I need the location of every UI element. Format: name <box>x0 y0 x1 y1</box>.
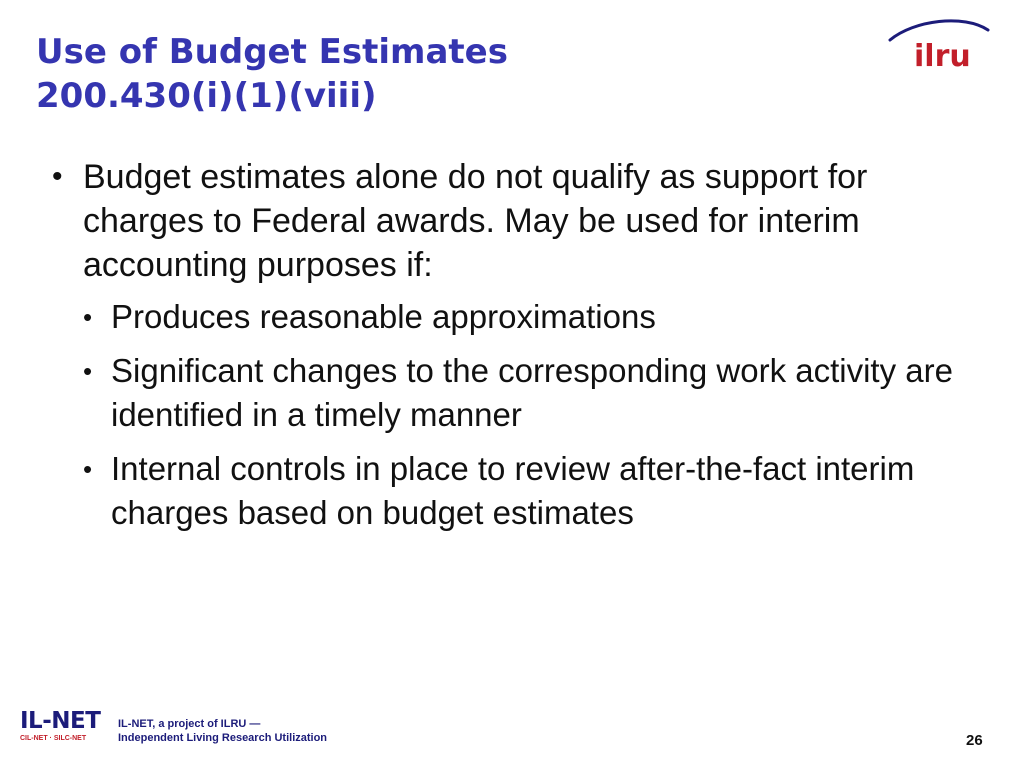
sub-bullet-list <box>83 295 972 535</box>
ilnet-logo-text: IL-NET <box>20 708 101 734</box>
ilru-logo <box>884 16 996 74</box>
sub-bullet <box>83 295 972 339</box>
sub-bullet-text: Internal controls in place to review after-the-fact interim charges based on budget estimates <box>111 450 915 531</box>
footer-line-1: IL-NET, a project of ILRU — <box>118 718 261 730</box>
ilnet-logo <box>20 708 100 742</box>
footer-line-2: Independent Living Research Utilization <box>118 732 328 744</box>
bullet-list <box>52 155 972 545</box>
sub-bullet-text: Produces reasonable approximations <box>111 298 656 335</box>
sub-bullet <box>83 349 972 437</box>
bullet-main-text: Budget estimates alone do not qualify as support for charges to Federal awards. May be used for interim accounting purposes if: <box>83 158 868 284</box>
slide-title <box>36 30 508 118</box>
footer-text <box>118 717 327 745</box>
svg-text:ilru: ilru <box>914 39 971 74</box>
sub-bullet-text: Significant changes to the corresponding work activity are identified in a timely manner <box>111 352 953 433</box>
ilnet-logo-subtext: CIL-NET · SILC-NET <box>20 735 87 742</box>
title-line-2: 200.430(i)(1)(viii) <box>36 76 377 116</box>
bullet-main <box>52 155 972 535</box>
page-number: 26 <box>966 732 983 749</box>
title-line-1: Use of Budget Estimates <box>36 32 508 72</box>
sub-bullet <box>83 447 972 535</box>
